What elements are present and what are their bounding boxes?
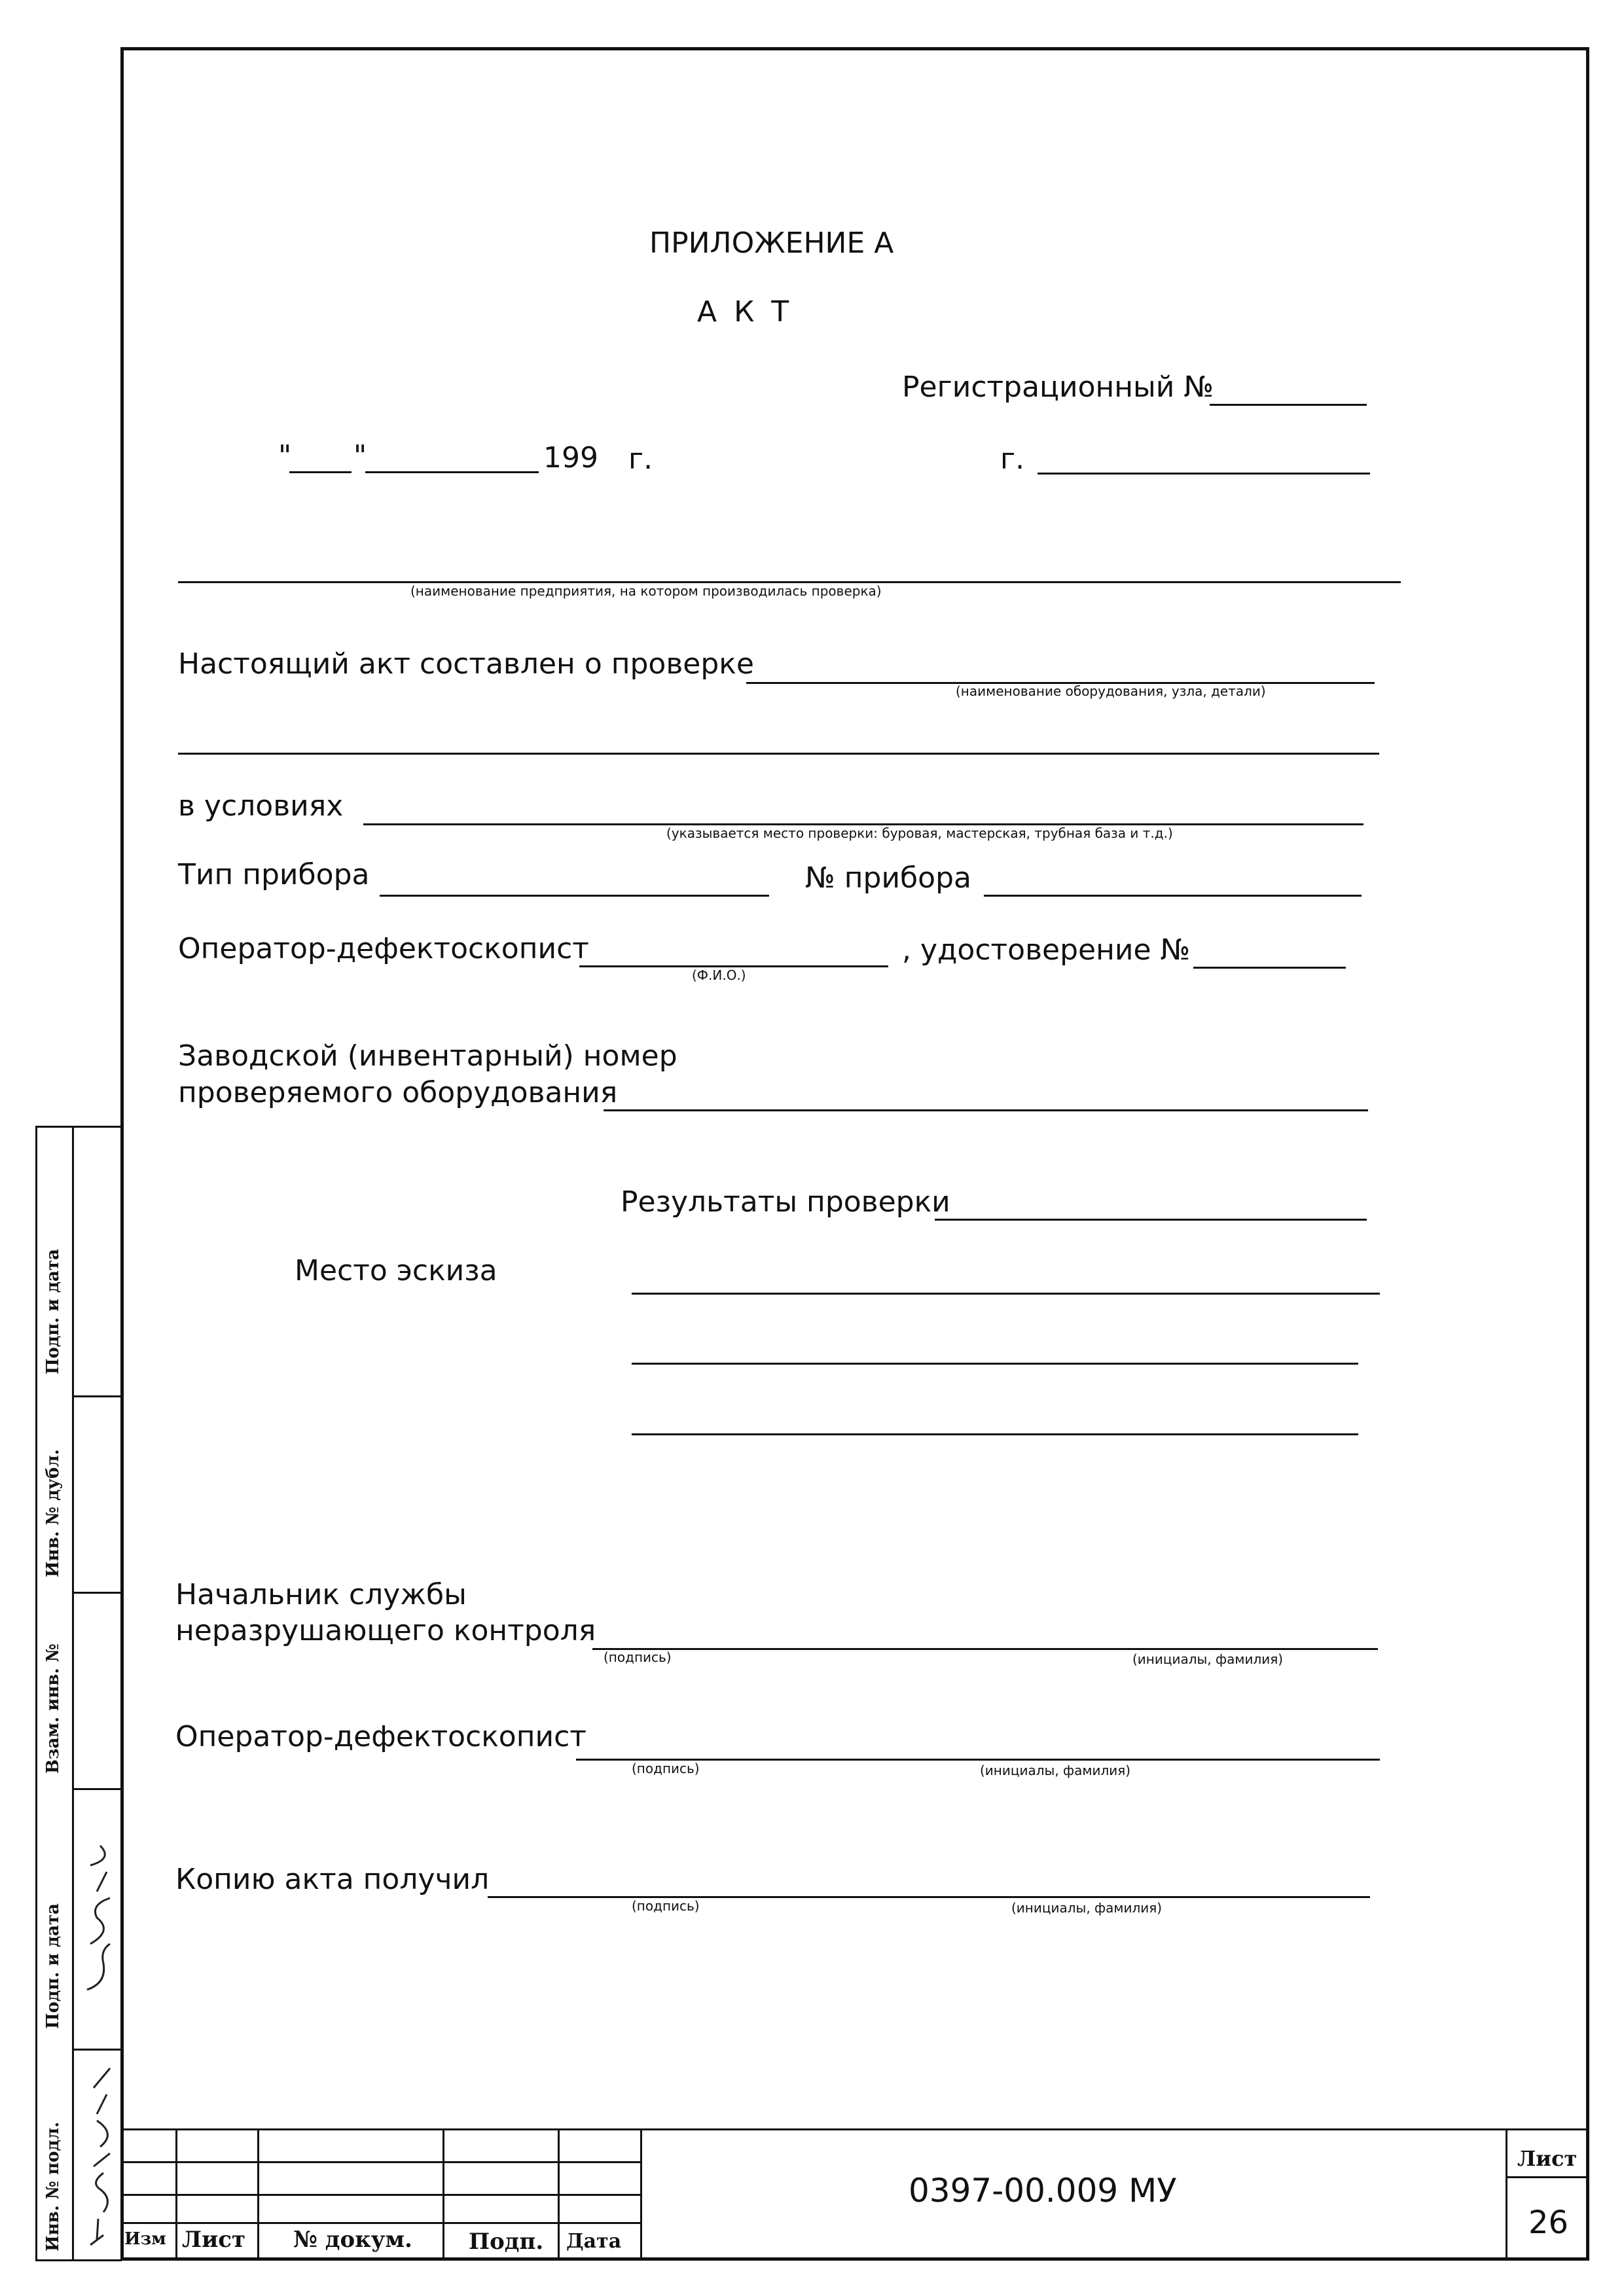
side-stamp-col2: Подп. и дата — [43, 1903, 63, 2029]
registration-label: Регистрационный № — [902, 370, 1214, 404]
date-year-suffix: г. — [628, 442, 653, 476]
device-type-line — [380, 895, 769, 897]
date-day-line — [289, 471, 352, 473]
inspection-label: Настоящий акт составлен о проверке — [178, 647, 754, 681]
side-stamp-col1: Инв. № подл. — [43, 2121, 63, 2251]
conditions-caption: (указывается место проверки: буровая, мастерская, трубная база и т.д.) — [666, 825, 1173, 841]
results-line-4 — [632, 1433, 1358, 1435]
title-col-sign: Подп. — [469, 2229, 544, 2255]
side-stamp-col4: Инв. № дубл. — [43, 1449, 63, 1577]
operator-sign-label: Оператор-дефектоскопист — [175, 1720, 586, 1753]
side-stamp-inner-border — [72, 1126, 74, 2259]
handwritten-inventory-mark — [77, 2055, 123, 2251]
title-block-top — [122, 2128, 1589, 2130]
city-line — [1038, 473, 1370, 475]
title-block-row — [122, 2222, 640, 2224]
results-label: Результаты проверки — [621, 1185, 950, 1219]
title-block-col — [640, 2128, 642, 2259]
title-block-col — [442, 2128, 444, 2259]
copy-received-label: Копию акта получил — [175, 1863, 490, 1896]
date-quote-close: " — [353, 439, 367, 473]
title-col-doc: № докум. — [293, 2227, 412, 2253]
certificate-line — [1193, 967, 1346, 969]
handwritten-signature — [77, 1833, 123, 2003]
registration-line — [1210, 404, 1367, 406]
title-col-date: Дата — [566, 2230, 622, 2253]
chief-sign-line — [592, 1648, 1378, 1650]
results-line-1 — [935, 1219, 1367, 1221]
chief-sign-caption: (подпись) — [604, 1649, 672, 1665]
side-stamp-border — [35, 1126, 37, 2259]
city-prefix: г. — [1000, 442, 1025, 476]
operator-name-caption: (инициалы, фамилия) — [980, 1763, 1131, 1778]
conditions-label: в условиях — [178, 789, 344, 823]
serial-label-line2: проверяемого оборудования — [178, 1076, 618, 1109]
date-month-line — [365, 471, 539, 473]
operator-caption: (Ф.И.О.) — [692, 967, 746, 983]
device-number-line — [984, 895, 1362, 897]
results-line-3 — [632, 1363, 1358, 1365]
device-number-label: № прибора — [805, 861, 971, 895]
chief-label-line1: Начальник службы — [175, 1578, 467, 1611]
side-stamp-divider — [35, 1126, 122, 1128]
title-block-col — [1506, 2128, 1507, 2259]
date-year: 199 — [543, 441, 598, 475]
operator-sign-caption: (подпись) — [632, 1761, 700, 1776]
title-block-row — [122, 2161, 640, 2163]
title-block-row — [1506, 2176, 1589, 2178]
document-designation: 0397-00.009 МУ — [909, 2172, 1177, 2210]
serial-line — [604, 1109, 1368, 1111]
title-block-col — [175, 2128, 177, 2259]
certificate-label: , удостоверение № — [902, 933, 1191, 967]
side-stamp-divider — [72, 2049, 122, 2051]
serial-label-line1: Заводской (инвентарный) номер — [178, 1039, 677, 1073]
operator-label: Оператор-дефектоскопист — [178, 932, 589, 965]
results-line-2 — [632, 1293, 1380, 1295]
sketch-label: Место эскиза — [295, 1254, 497, 1287]
side-stamp-divider — [35, 2259, 122, 2261]
title-block-col — [257, 2128, 259, 2259]
title-block-row — [122, 2194, 640, 2196]
inspection-caption: (наименование оборудования, узла, детали) — [956, 683, 1266, 699]
title-col-izm: Изм — [124, 2229, 166, 2249]
copy-sign-caption: (подпись) — [632, 1898, 700, 1914]
inspection-line-2 — [178, 753, 1379, 755]
sheet-number: 26 — [1528, 2204, 1569, 2241]
appendix-heading: ПРИЛОЖЕНИЕ А — [649, 226, 894, 260]
side-stamp-col5: Подп. и дата — [43, 1249, 63, 1374]
page-frame — [120, 47, 1589, 2261]
sheet-label: Лист — [1517, 2146, 1578, 2171]
copy-name-caption: (инициалы, фамилия) — [1011, 1900, 1163, 1916]
title-block-col — [558, 2128, 560, 2259]
enterprise-caption: (наименование предприятия, на котором производилась проверка) — [410, 583, 882, 599]
device-type-label: Тип прибора — [178, 858, 370, 891]
side-stamp-divider — [72, 1395, 122, 1397]
copy-sign-line — [488, 1896, 1370, 1898]
side-stamp-divider — [72, 1788, 122, 1790]
document-title: А К Т — [697, 295, 793, 329]
chief-label-line2: неразрушающего контроля — [175, 1614, 596, 1647]
side-stamp-divider — [72, 1592, 122, 1594]
date-quote-open: " — [278, 439, 292, 473]
chief-name-caption: (инициалы, фамилия) — [1132, 1651, 1284, 1667]
side-stamp-col3: Взам. инв. № — [43, 1643, 63, 1774]
title-col-list: Лист — [182, 2227, 246, 2253]
